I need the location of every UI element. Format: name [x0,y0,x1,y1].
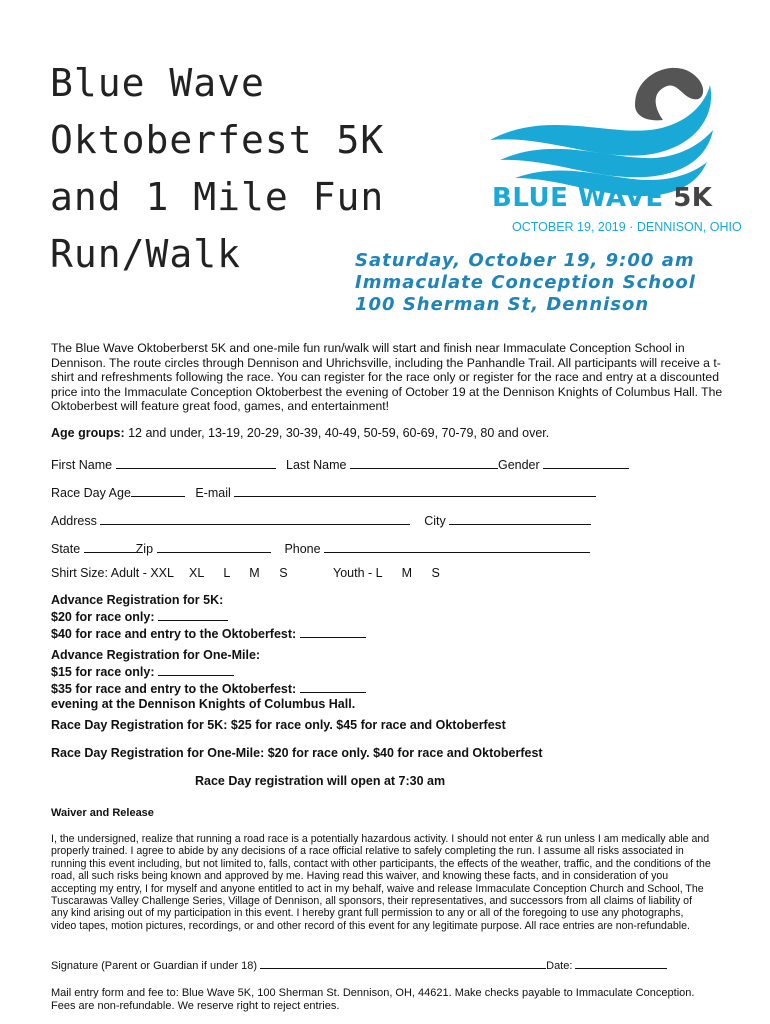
email-field[interactable] [234,484,596,497]
phone-field[interactable] [324,540,590,553]
race-day-1mile: Race Day Registration for One-Mile: $20 for race only. $40 for race and Oktoberfest [51,746,543,760]
race-day-age-label: Race Day Age [51,486,131,500]
advance-1mile-race-only-field[interactable] [158,663,234,676]
date-label: Date: [546,960,573,972]
zip-label: Zip [135,542,154,556]
last-name-label: Last Name [286,458,347,472]
logo-brand: BLUE WAVE [492,183,674,213]
advance-5k-heading: Advance Registration for 5K: [51,593,224,607]
signature-row [51,958,667,972]
waiver-heading: Waiver and Release [51,807,154,819]
advance-1mile-oktoberfest: $35 for race and entry to the Oktoberfest: [51,682,297,696]
city-label: City [424,514,446,528]
wave-stripe-1 [490,85,711,156]
race-day-age-field[interactable] [131,484,185,497]
shirt-adult-xl[interactable]: XL [189,566,204,580]
state-field[interactable] [84,540,136,553]
phone-label: Phone [284,542,321,556]
page-title: Blue Wave Oktoberfest 5K and 1 Mile Fun Run/Walk [50,61,385,276]
event-date-time: Saturday, October 19, 9:00 am [355,250,695,271]
name-row [51,456,629,472]
gender-label: Gender [497,458,540,472]
advance-1mile-evening: evening at the Dennison Knights of Columbus Hall. [51,697,356,711]
zip-field[interactable] [157,540,271,553]
mail-instructions: Mail entry form and fee to: Blue Wave 5K, 100 Sherman St. Dennison, OH, 44621. Make checks payable to Immaculate Conception. Fees are non-refundable. We reserve right to reject entries. [51,987,695,1012]
last-name-field[interactable] [350,456,498,469]
event-info [355,250,696,316]
advance-5k-block [51,593,366,642]
shirt-adult-m[interactable]: M [249,566,260,580]
email-label: E-mail [195,486,231,500]
state-zip-phone-row [51,540,590,556]
advance-5k-race-only-field[interactable] [158,608,228,621]
shirt-youth-label[interactable]: Youth - L [333,566,383,580]
age-groups [51,426,549,440]
address-label: Address [51,514,97,528]
shirt-size-row [51,566,440,580]
logo-wordmark [492,183,712,213]
advance-1mile-heading: Advance Registration for One-Mile: [51,648,261,662]
age-email-row [51,484,596,500]
address-field[interactable] [100,512,410,525]
advance-5k-race-only: $20 for race only: [51,610,155,624]
age-groups-label: Age groups: [51,426,125,440]
state-label: State [51,542,81,556]
logo-tagline: OCTOBER 19, 2019 · DENNISON, OHIO [512,220,742,234]
first-name-label: First Name [51,458,113,472]
shirt-youth-m[interactable]: M [401,566,413,580]
address-row [51,512,591,528]
event-address: 100 Sherman St, Dennison [355,294,650,315]
first-name-field[interactable] [116,456,276,469]
signature-field[interactable] [260,958,546,969]
signature-label: Signature (Parent or Guardian if under 18) [51,960,258,972]
advance-5k-oktoberfest: $40 for race and entry to the Oktoberfest: [51,627,297,641]
shirt-youth-s[interactable]: S [431,566,440,580]
race-day-5k: Race Day Registration for 5K: $25 for race only. $45 for race and Oktoberfest [51,718,506,732]
logo-brand-5k: 5K [673,183,713,213]
shirt-adult-s[interactable]: S [279,566,288,580]
date-field[interactable] [575,958,667,969]
advance-1mile-oktoberfest-field[interactable] [300,680,366,693]
advance-1mile-block [51,648,366,712]
event-location: Immaculate Conception School [355,272,696,293]
waiver-text: I, the undersigned, realize that running a road race is a potentially hazardous activity. I should not enter & run unless I am medically able and properly trained. I agree to abide by any decisions of a race official relative to safely completing the run. I assume all risks associated in running this event including, but not limited to, falls, contact with other participants, the effects of the weather, traffic, and the conditions of the road, all such risks being known and approved by me. Having read this waiver, and knowing these facts, and in consideration of you accepting my entry, I for myself and anyone entitled to act in my behalf, waive and release Immaculate Conception Church and School, The Tuscarawas Valley Challenge Series, Village of Dennison, all sponsors, their representatives, and successors from all claims of liability of any kind arising out of my participation in this event. I hereby grant full permission to any or all of the foregoing to use any photographs, video tapes, motion pictures, recordings, or and other record of this event for any legitimate purpose. All race entries are non-refundable. [51,833,711,932]
intro-paragraph: The Blue Wave Oktoberberst 5K and one-mile fun run/walk will start and finish near Immaculate Conception School in Dennison. The route circles through Dennison and Uhrichsville, including the Panhandle Trail. All participants will receive a t-shirt and refreshments following the race. You can register for the race only or register for the race and entry at a discounted price into the Immaculate Conception Oktoberbest the evening of October 19 at the Dennison Knights of Columbus Hall. The Oktoberbest will feature great food, games, and entertainment! [51,341,723,414]
city-field[interactable] [449,512,591,525]
advance-5k-oktoberfest-field[interactable] [300,625,366,638]
age-groups-value: 12 and under, 13-19, 20-29, 30-39, 40-49, 50-59, 60-69, 70-79, 80 and over. [124,426,550,440]
shirt-size-label: Shirt Size: Adult - XXL [51,566,174,580]
gender-field[interactable] [543,456,629,469]
race-day-opens: Race Day registration will open at 7:30 am [195,774,446,788]
shirt-adult-l[interactable]: L [223,566,230,580]
advance-1mile-race-only: $15 for race only: [51,665,155,679]
